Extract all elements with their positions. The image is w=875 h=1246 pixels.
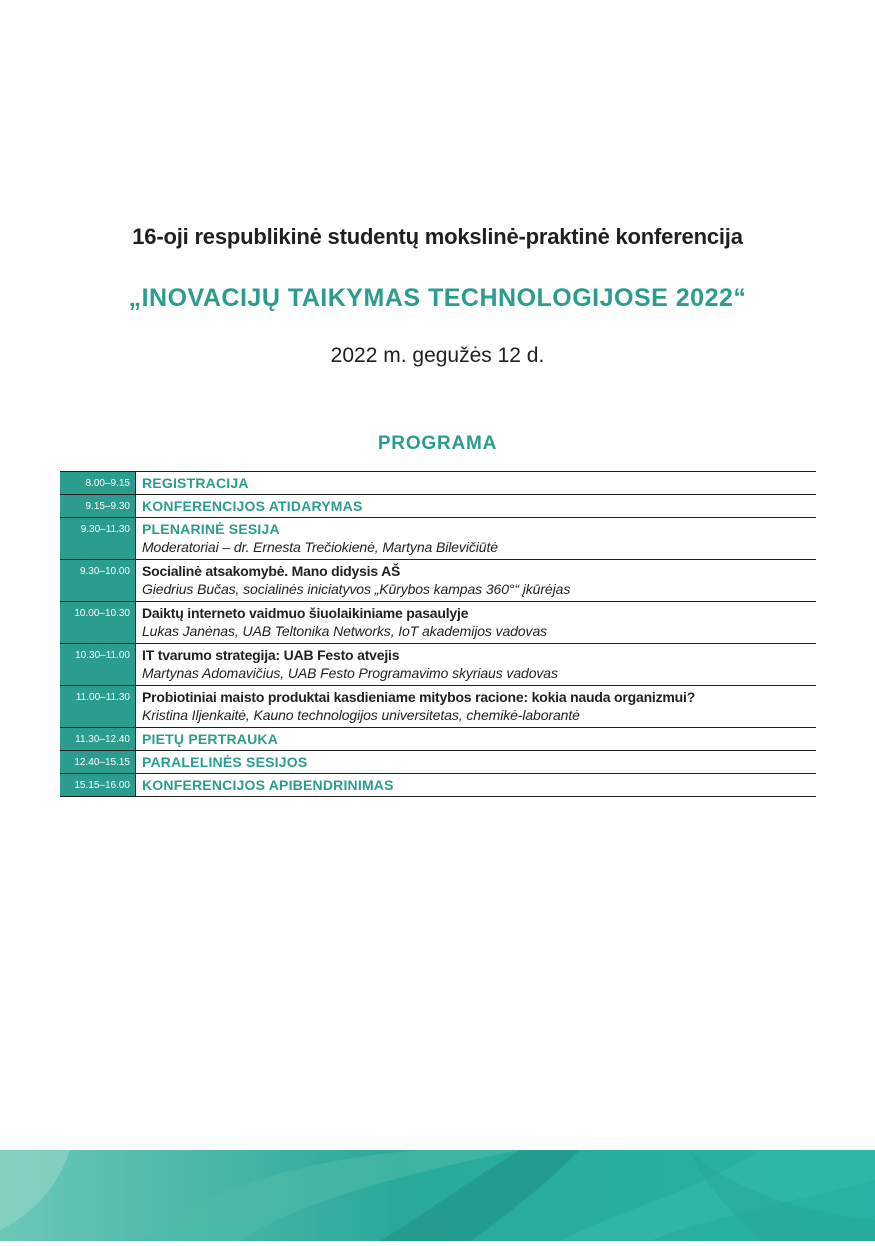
talk-speaker: Giedrius Bučas, socialinės iniciatyvos „Kūrybos kampas 360°“ įkūrėjas: [142, 581, 571, 597]
program-schedule: [60, 471, 816, 797]
schedule-detail: Moderatoriai – dr. Ernesta Trečiokienė, Martyna Bilevičiūtė: [142, 539, 498, 555]
talk-speaker: Lukas Janėnas, UAB Teltonika Networks, IoT akademijos vadovas: [142, 623, 548, 639]
schedule-content: [136, 728, 816, 750]
schedule-row-lunch: [60, 728, 816, 751]
program-heading: PROGRAMA: [377, 433, 498, 454]
schedule-label: REGISTRACIJA: [142, 475, 249, 491]
schedule-content: [136, 518, 816, 559]
conference-date: 2022 m. gegužės 12 d.: [330, 344, 545, 367]
schedule-row-talk-4: [60, 686, 816, 728]
schedule-time: 11.00–11.30: [60, 686, 136, 727]
schedule-row-registration: [60, 472, 816, 495]
schedule-content: [136, 686, 816, 727]
schedule-label: KONFERENCIJOS ATIDARYMAS: [142, 498, 363, 514]
schedule-time: 10.30–11.00: [60, 644, 136, 685]
schedule-row-talk-3: [60, 644, 816, 686]
talk-speaker: Martynas Adomavičius, UAB Festo Programavimo skyriaus vadovas: [142, 665, 558, 681]
talk-title: Socialinė atsakomybė. Mano didysis AŠ: [142, 563, 401, 579]
schedule-row-talk-1: [60, 560, 816, 602]
schedule-time: 15.15–16.00: [60, 774, 136, 796]
talk-title: Probiotiniai maisto produktai kasdieniame mitybos racione: kokia nauda organizmui?: [142, 689, 696, 705]
schedule-content: [136, 602, 816, 643]
schedule-row-opening: [60, 495, 816, 518]
schedule-row-closing: [60, 774, 816, 797]
talk-speaker: Kristina Iljenkaitė, Kauno technologijos universitetas, chemikė-laborantė: [142, 707, 580, 723]
schedule-time: 11.30–12.40: [60, 728, 136, 750]
decorative-footer-band: [0, 1150, 875, 1241]
talk-title: Daiktų interneto vaidmuo šiuolaikiniame pasaulyje: [142, 605, 469, 621]
schedule-row-plenary: [60, 518, 816, 560]
schedule-time: 9.30–10.00: [60, 560, 136, 601]
schedule-time: 12.40–15.15: [60, 751, 136, 773]
schedule-label: KONFERENCIJOS APIBENDRINIMAS: [142, 777, 394, 793]
decorative-wave-graphic: [0, 1150, 875, 1241]
schedule-label: PLENARINĖ SESIJA: [142, 521, 280, 537]
schedule-content: [136, 751, 816, 773]
schedule-time: 8.00–9.15: [60, 472, 136, 494]
schedule-content: [136, 472, 816, 494]
schedule-time: 9.15–9.30: [60, 495, 136, 517]
schedule-row-talk-2: [60, 602, 816, 644]
conference-title: „INOVACIJŲ TAIKYMAS TECHNOLOGIJOSE 2022“: [128, 284, 747, 312]
schedule-time: 10.00–10.30: [60, 602, 136, 643]
schedule-content: [136, 495, 816, 517]
schedule-row-parallel: [60, 751, 816, 774]
schedule-time: 9.30–11.30: [60, 518, 136, 559]
schedule-content: [136, 774, 816, 796]
schedule-content: [136, 560, 816, 601]
schedule-label: PARALELINĖS SESIJOS: [142, 754, 308, 770]
schedule-content: [136, 644, 816, 685]
conference-subtitle: 16-oji respublikinė studentų mokslinė-praktinė konferencija: [132, 224, 743, 249]
talk-title: IT tvarumo strategija: UAB Festo atvejis: [142, 647, 400, 663]
schedule-label: PIETŲ PERTRAUKA: [142, 731, 279, 747]
